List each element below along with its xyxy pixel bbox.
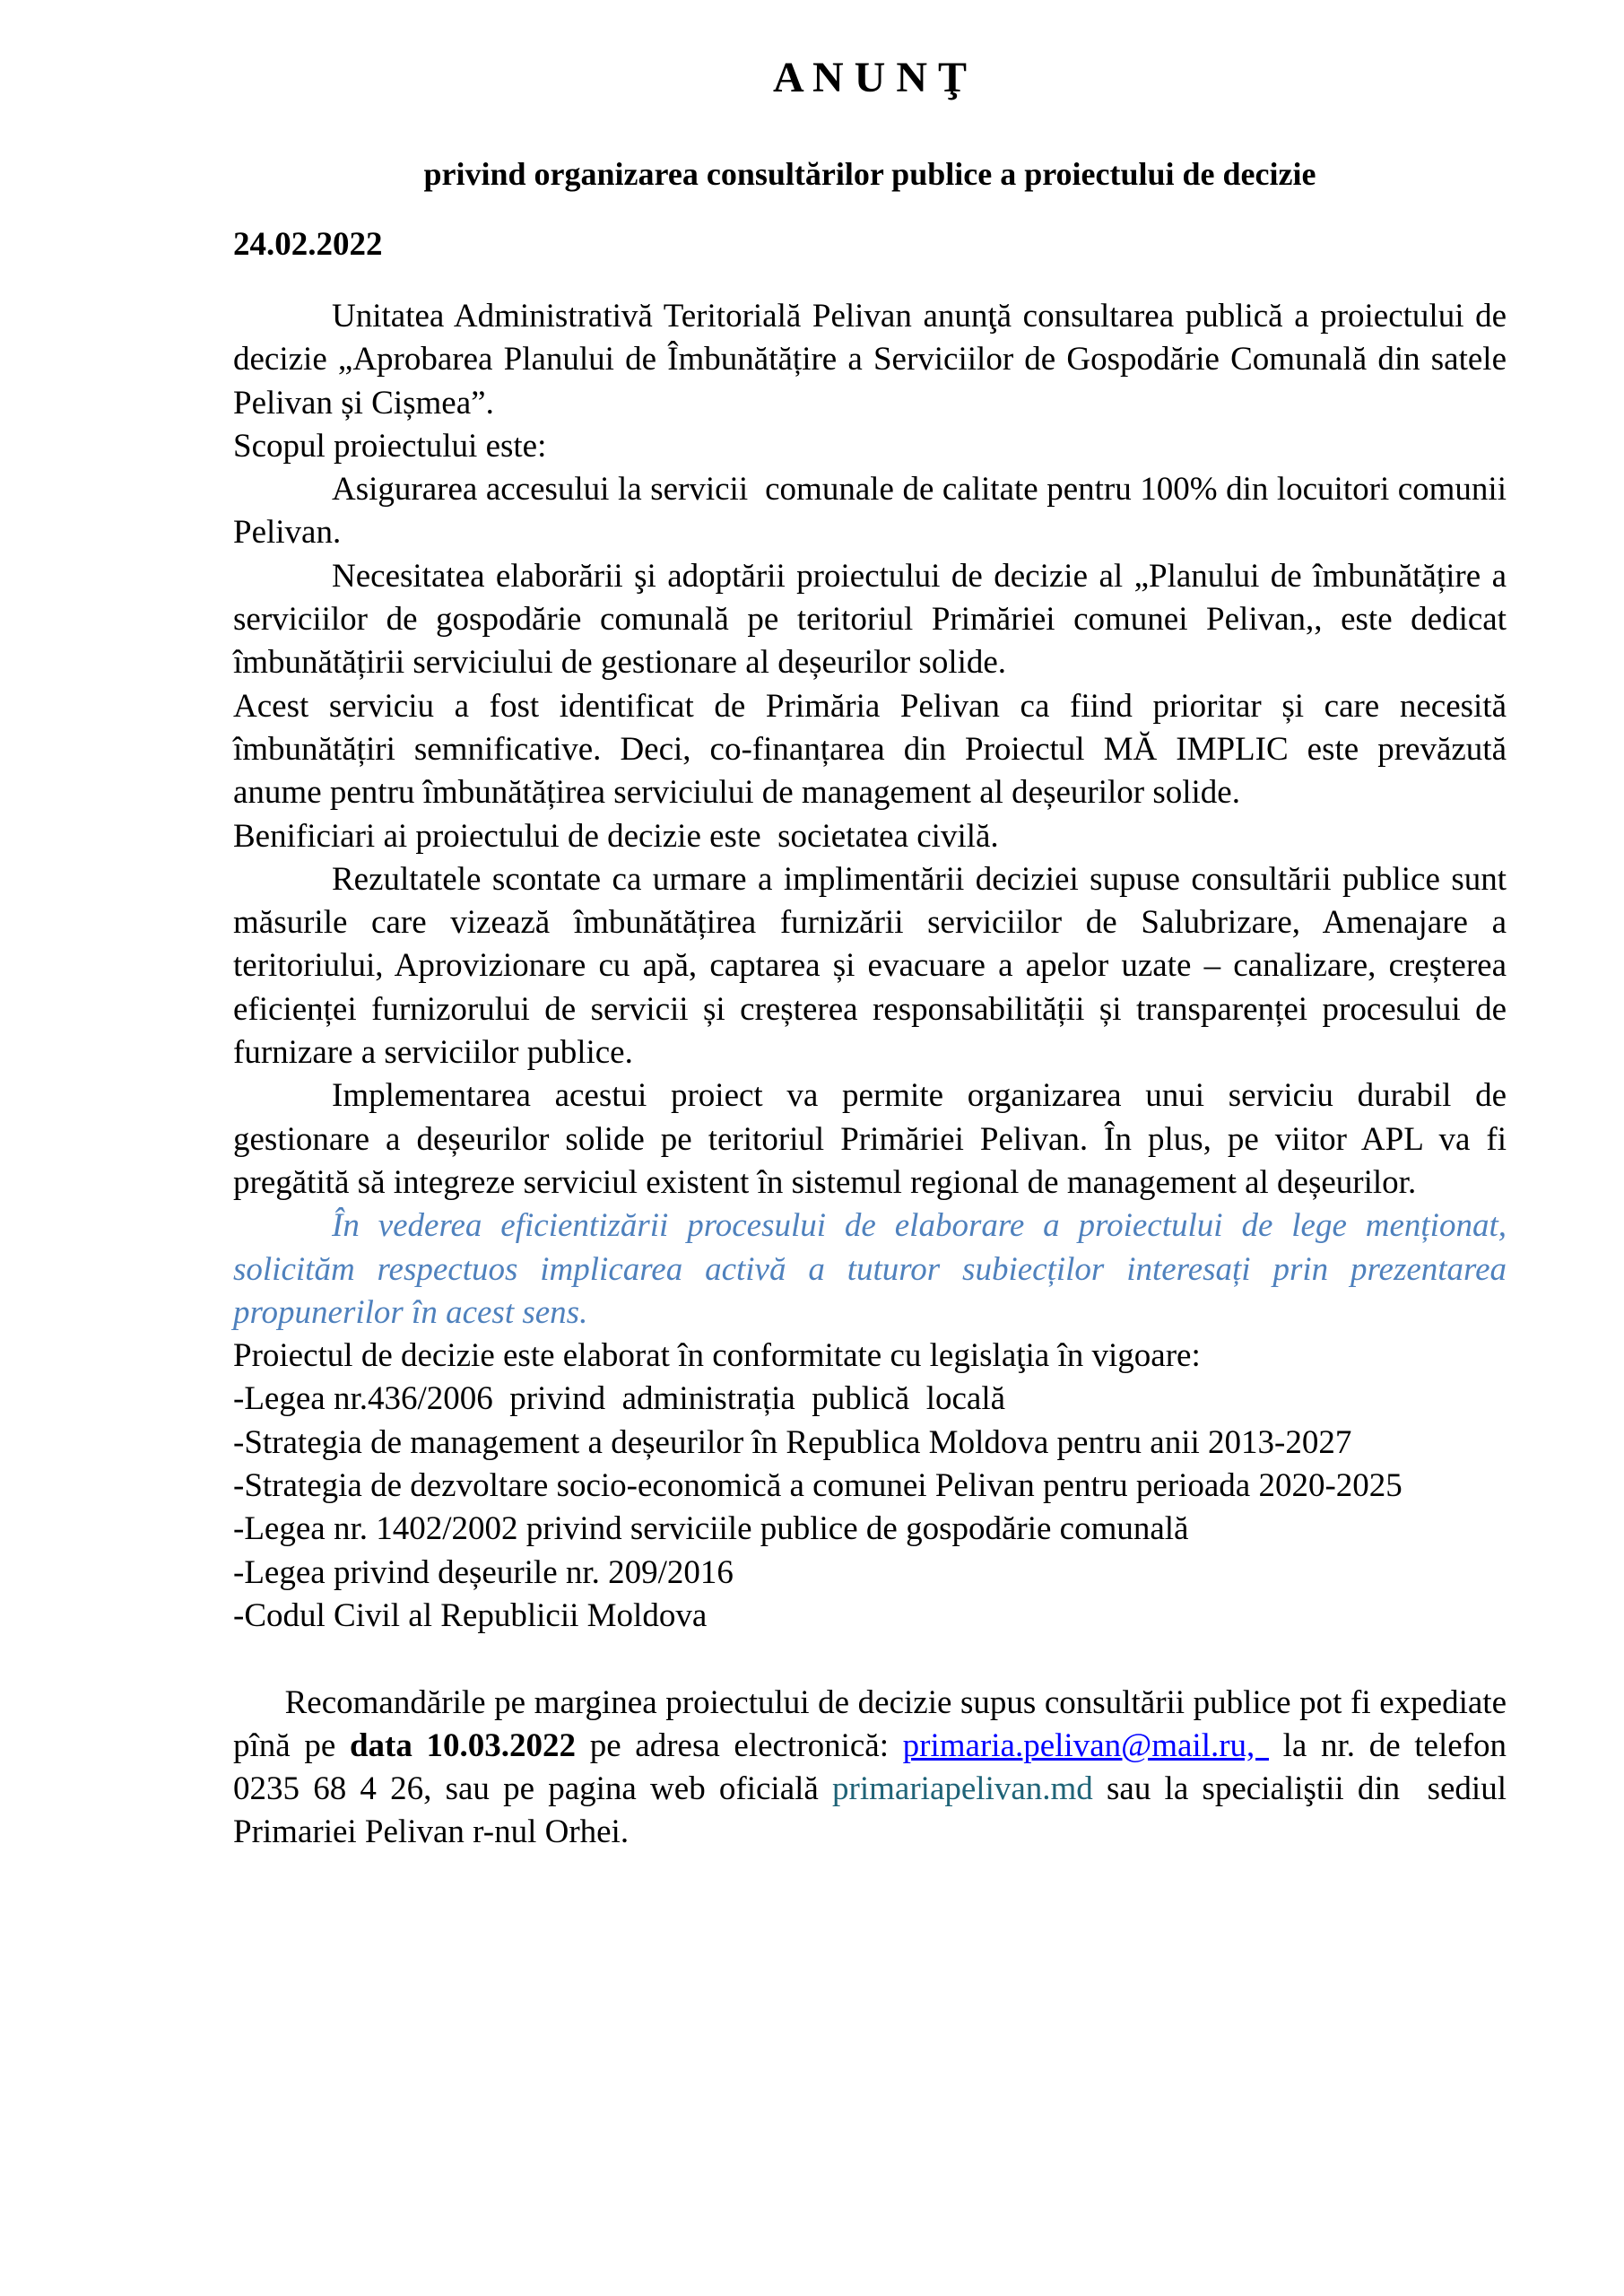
closing-text-run: Recomandările pe marginea proiectului de decizie supus consultării publice pot fi expediate pînă pe xyxy=(233,1683,1515,1764)
website-link[interactable]: primariapelivan.md xyxy=(832,1770,1093,1808)
page-title: A N U N Ţ xyxy=(772,54,968,101)
paragraph-beneficiaries: Benificiari ai proiectului de decizie este societatea civilă. xyxy=(233,817,999,855)
deadline-date: data 10.03.2022 xyxy=(349,1726,577,1764)
paragraph-service-identified: Acest serviciu a fost identificat de Primăria Pelivan ca fiind prioritar și care necesită îmbunătățiri semnificative. Deci, co-finanțarea din Proiectul MĂ IMPLIC este prevăzută anume pentru îmbunătățirea serviciului de management al deșeurilor solide. xyxy=(233,687,1515,812)
paragraph-intro: Unitatea Administrativă Teritorială Pelivan anunţă consultarea publică a proiectului de decizie „Aprobarea Planului de Îmbunătățire a Serviciilor de Gospodărie Comunală din satele Pelivan și Cișmea”. xyxy=(233,298,1515,422)
closing-text-run: sau la specialiştii din sediul Primariei Pelivan r-nul Orhei. xyxy=(233,1770,1515,1851)
paragraph-implementation: Implementarea acestui proiect va permite organizarea unui serviciu durabil de gestionare a deșeurilor solide pe teritoriul Primăriei Pelivan. În plus, pe viitor APL va fi pregătită să integreze serviciul existent în sistemul regional de management al deșeurilor. xyxy=(233,1077,1515,1201)
email-link[interactable]: primaria.pelivan@mail.ru, xyxy=(902,1726,1269,1764)
closing-text-run: pe adresa electronică: xyxy=(576,1726,903,1764)
paragraph-scope-label: Scopul proiectului este: xyxy=(233,427,547,465)
date-line: 24.02.2022 xyxy=(233,226,383,263)
paragraph-expected-results: Rezultatele scontate ca urmare a implimentării deciziei supuse consultării publice sunt măsurile care vizează îmbunătățirea furnizării serviciilor de Salubrizare, Amenajare a teritoriului, Aprovizionare cu apă, captarea și evacuare a apelor uzate – canalizare, creșterea eficienței furnizorului de servicii și creșterea responsabilității și transparenței procesului de furnizare a serviciilor publice. xyxy=(233,860,1515,1072)
paragraph-scope-text: Asigurarea accesului la servicii comunale de calitate pentru 100% din locuitori comunii Pelivan. xyxy=(233,471,1515,552)
law-list-item-6: -Codul Civil al Republicii Moldova xyxy=(233,1596,708,1634)
page-subtitle: privind organizarea consultărilor publice a proiectului de decizie xyxy=(423,156,1316,192)
closing-text-run: la nr. de telefon 0235 68 4 26, sau pe pagina web oficială xyxy=(233,1726,1515,1808)
law-list-item-4: -Legea nr. 1402/2002 privind serviciile publice de gospodărie comunală xyxy=(233,1510,1189,1548)
paragraph-invitation-accent: În vederea eficientizării procesului de elaborare a proiectului de lege menționat, solicităm respectuos implicarea activă a tuturor subiecților interesați prin prezentarea propunerilor în acest sens. xyxy=(233,1207,1515,1331)
paragraph-closing xyxy=(233,1638,1515,1898)
document-content xyxy=(233,0,1515,1898)
paragraph-necessity: Necesitatea elaborării şi adoptării proiectului de decizie al „Planului de îmbunătățire a serviciilor de gospodărie comunală pe teritoriul Primăriei comunei Pelivan,, este dedicat îmbunătățirii serviciului de gestionare al deșeurilor solide. xyxy=(233,557,1515,682)
law-list-item-1: -Legea nr.436/2006 privind administrația publică locală xyxy=(233,1380,1006,1418)
paragraph-legislation-intro: Proiectul de decizie este elaborat în conformitate cu legislaţia în vigoare: xyxy=(233,1337,1201,1375)
law-list-item-2: -Strategia de management a deșeurilor în Republica Moldova pentru anii 2013-2027 xyxy=(233,1423,1352,1461)
law-list-item-3: -Strategia de dezvoltare socio-economică a comunei Pelivan pentru perioada 2020-2025 xyxy=(233,1467,1403,1505)
law-list-item-5: -Legea privind deșeurile nr. 209/2016 xyxy=(233,1553,734,1591)
